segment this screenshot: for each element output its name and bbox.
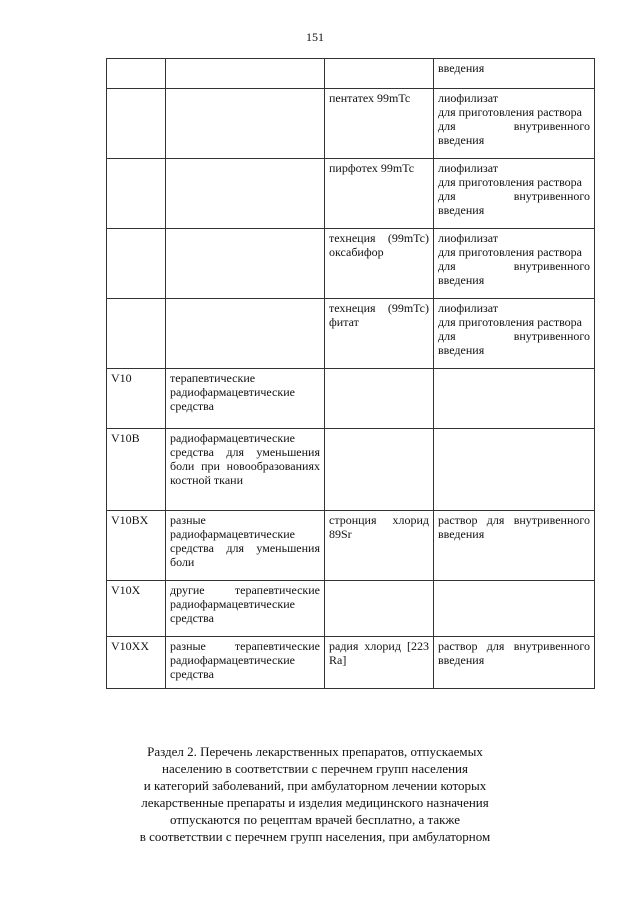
table-row: [107, 637, 595, 689]
dosage-form-line: лиофилизат: [438, 301, 499, 315]
group-name-cell: [166, 299, 325, 369]
dosage-form-cell: [434, 511, 595, 581]
dosage-form-line: раствор для внутривенного введения: [438, 639, 590, 667]
group-name-cell: разные терапевтические радиофармацевтические средства: [166, 637, 325, 689]
group-name-cell: [166, 159, 325, 229]
drug-name-cell: технеция (99mTc) фитат: [325, 299, 434, 369]
dosage-form-cell: [434, 429, 595, 511]
group-name-cell: [166, 59, 325, 89]
dosage-form-cell: [434, 89, 595, 159]
dosage-form-cell: [434, 637, 595, 689]
table-row: [107, 229, 595, 299]
page-number: 151: [306, 30, 324, 44]
table-row: [107, 59, 595, 89]
dosage-form-cell: [434, 59, 595, 89]
dosage-form-line: для приготовления раствора: [438, 315, 582, 329]
atc-drug-table: [106, 58, 595, 689]
section-heading-line: и категорий заболеваний, при амбулаторном лечении которых: [143, 778, 487, 793]
table-body: [107, 59, 595, 689]
group-name-cell: [166, 229, 325, 299]
group-name-cell: радиофармацевтические средства для уменьшения боли при новообразованиях костной ткани: [166, 429, 325, 511]
dosage-form-line: для приготовления раствора: [438, 105, 582, 119]
dosage-form-cell: [434, 159, 595, 229]
drug-name-cell: [325, 369, 434, 429]
dosage-form-line: введения: [438, 273, 485, 287]
atc-code-cell: [107, 159, 166, 229]
table-row: [107, 511, 595, 581]
dosage-form-line: для внутривенного: [438, 259, 590, 273]
atc-code-cell: [107, 59, 166, 89]
drug-name-cell: [325, 59, 434, 89]
dosage-form-cell: [434, 299, 595, 369]
table-row: [107, 369, 595, 429]
section-heading-line: отпускаются по рецептам врачей бесплатно, а также: [169, 812, 460, 827]
dosage-form-cell: [434, 229, 595, 299]
atc-code-cell: V10B: [107, 429, 166, 511]
group-name-cell: терапевтические радиофармацевтические средства: [166, 369, 325, 429]
dosage-form-line: для приготовления раствора: [438, 175, 582, 189]
atc-code-cell: V10: [107, 369, 166, 429]
drug-name-cell: [325, 429, 434, 511]
section-heading-line: в соответствии с перечнем групп населения, при амбулаторном: [139, 829, 491, 844]
dosage-form-line: введения: [438, 343, 485, 357]
dosage-form-cell: [434, 369, 595, 429]
table-row: [107, 581, 595, 637]
dosage-form-line: лиофилизат: [438, 91, 499, 105]
dosage-form-line: для приготовления раствора: [438, 245, 582, 259]
atc-code-cell: [107, 299, 166, 369]
atc-code-cell: V10BX: [107, 511, 166, 581]
atc-code-cell: V10XX: [107, 637, 166, 689]
dosage-form-line: введения: [438, 61, 485, 75]
drug-name-cell: стронция хлорид 89Sr: [325, 511, 434, 581]
dosage-form-line: раствор для внутривенного введения: [438, 513, 590, 541]
drug-name-cell: технеция (99mTc) оксабифор: [325, 229, 434, 299]
dosage-form-line: для внутривенного: [438, 189, 590, 203]
drug-name-cell: пентатех 99mTc: [325, 89, 434, 159]
dosage-form-line: введения: [438, 203, 485, 217]
section-heading-line: населению в соответствии с перечнем групп населения: [162, 761, 468, 776]
drug-name-cell: радия хлорид [223 Ra]: [325, 637, 434, 689]
section-heading-line: Раздел 2. Перечень лекарственных препаратов, отпускаемых: [147, 744, 483, 759]
table-row: [107, 89, 595, 159]
drug-name-cell: [325, 581, 434, 637]
group-name-cell: разные радиофармацевтические средства для уменьшения боли: [166, 511, 325, 581]
atc-code-cell: V10X: [107, 581, 166, 637]
atc-code-cell: [107, 89, 166, 159]
dosage-form-line: лиофилизат: [438, 231, 499, 245]
group-name-cell: другие терапевтические радиофармацевтические средства: [166, 581, 325, 637]
section-heading-line: лекарственные препараты и изделия медицинского назначения: [141, 795, 489, 810]
table-row: [107, 299, 595, 369]
dosage-form-line: для внутривенного: [438, 119, 590, 133]
dosage-form-line: введения: [438, 133, 485, 147]
table-row: [107, 429, 595, 511]
dosage-form-cell: [434, 581, 595, 637]
group-name-cell: [166, 89, 325, 159]
atc-code-cell: [107, 229, 166, 299]
drug-name-cell: пирфотех 99mTc: [325, 159, 434, 229]
table-row: [107, 159, 595, 229]
dosage-form-line: для внутривенного: [438, 329, 590, 343]
dosage-form-line: лиофилизат: [438, 161, 499, 175]
section-heading: [100, 743, 530, 845]
